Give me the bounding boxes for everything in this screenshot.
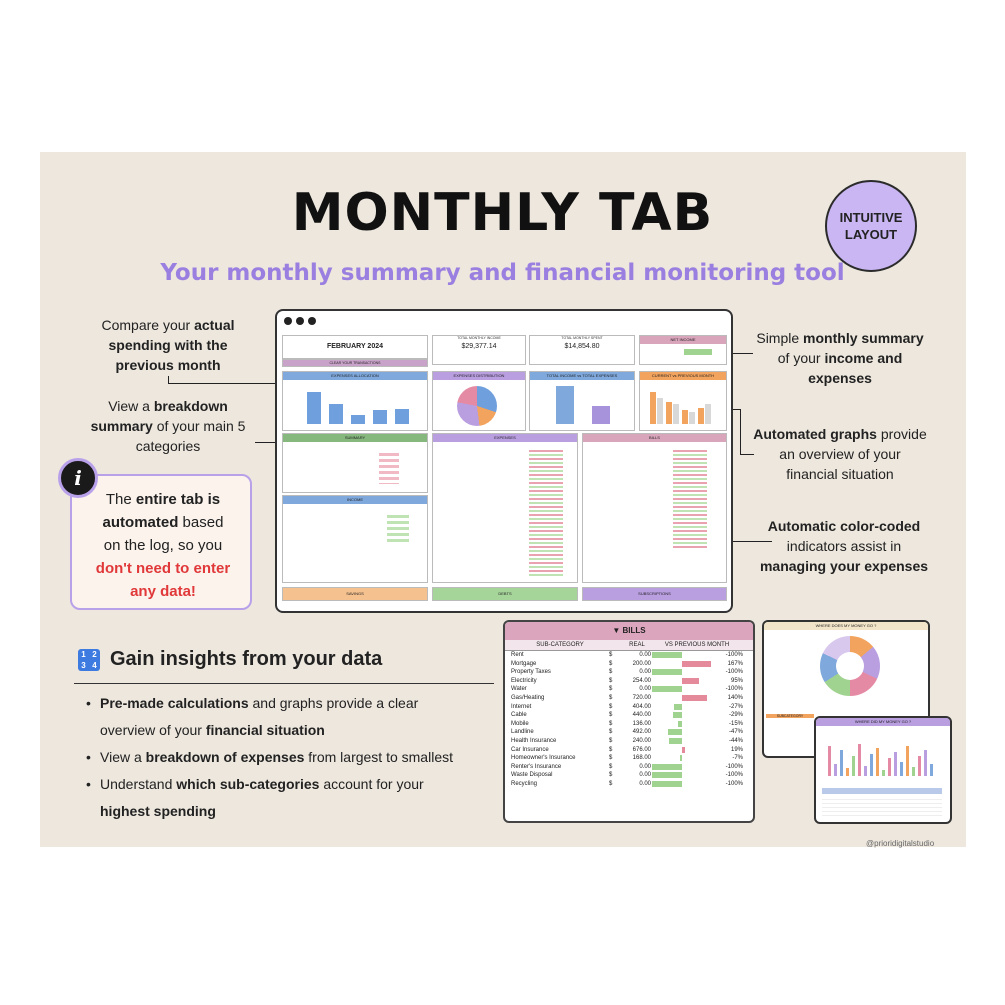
row-bar-cell: [651, 651, 713, 660]
increase-bar: [682, 695, 707, 701]
callout-bold: breakdown: [153, 398, 228, 414]
callout-bold: managing your expenses: [759, 558, 929, 574]
row-currency: $: [609, 772, 613, 779]
mini-bar: [834, 764, 837, 776]
callout-bold: expenses: [808, 370, 872, 386]
callout-text: an overview of your: [779, 446, 901, 462]
decrease-bar: [652, 764, 682, 770]
row-bar-cell: [651, 677, 713, 686]
table-row: [505, 720, 753, 729]
decrease-bar: [680, 755, 682, 761]
row-bar-cell: [651, 720, 713, 729]
divider: [74, 683, 494, 684]
bills-column-headers: [505, 640, 753, 651]
increase-bar: [682, 747, 685, 753]
insights-heading-text: Gain insights from your data: [110, 648, 383, 670]
decrease-bar: [652, 781, 682, 787]
row-name: Mortgage: [511, 660, 537, 667]
row-pct: 140%: [727, 694, 743, 701]
decrease-bar: [652, 669, 682, 675]
row-pct: -100%: [725, 686, 743, 693]
row-pct: -7%: [732, 755, 743, 762]
callout-graphs: [748, 424, 932, 484]
mini-bar: [858, 744, 861, 776]
table-row: [505, 677, 753, 686]
callout-summary: [752, 328, 928, 388]
mini-bar: [876, 748, 879, 776]
clear-transactions-button[interactable]: [282, 359, 428, 367]
callout-text: financial situation: [786, 466, 894, 482]
info-text-part: based: [178, 514, 224, 531]
row-real: 136.00: [632, 720, 651, 727]
row-name: Waste Disposal: [511, 772, 553, 779]
chart-title: EXPENSES DISTRIBUTION: [433, 372, 525, 380]
mini-bar: [924, 750, 927, 776]
clear-label: CLEAR YOUR TRANSACTIONS: [329, 361, 381, 365]
mini-bar: [846, 768, 849, 776]
chart-title: EXPENSES ALLOCATION: [283, 372, 427, 380]
list-item: • Pre-made calculations and graphs provide a clear: [86, 690, 506, 717]
expenses-total-value: $14,854.80: [564, 343, 600, 350]
table-row: [505, 780, 753, 789]
col-subcategory: SUB-CATEGORY: [536, 642, 584, 648]
mini-bar: [912, 767, 915, 776]
mini-bars: [828, 740, 940, 776]
insights-list: [86, 690, 506, 825]
row-real: 0.00: [639, 652, 651, 658]
decrease-bar: [674, 704, 682, 710]
row-real: 0.00: [639, 686, 651, 693]
row-currency: $: [609, 703, 613, 710]
table-row: [505, 668, 753, 677]
tab-label: SUBSCRIPTIONS: [638, 591, 671, 596]
table-title: INCOME: [283, 496, 427, 504]
row-bar-cell: [651, 737, 713, 746]
table-row: [505, 737, 753, 746]
list-item: • Understand which sub-categories account for your: [86, 771, 506, 798]
mini-bar: [906, 746, 909, 776]
row-currency: $: [609, 660, 613, 667]
expenses-table: [432, 433, 578, 583]
tab-label: SAVINGS: [346, 591, 364, 596]
mini-bar: [900, 762, 903, 776]
row-bar-cell: [651, 660, 713, 669]
net-income-label: NET INCOME: [640, 336, 726, 344]
callout-text: of your: [777, 350, 825, 366]
callout-bold: spending with the: [108, 337, 228, 353]
window-dots: [284, 317, 316, 325]
mini-bar: [918, 756, 921, 776]
subscriptions-tab[interactable]: [582, 587, 727, 601]
expenses-total-panel: [529, 335, 635, 365]
row-currency: $: [609, 677, 613, 684]
bills-table-mini: [582, 433, 727, 583]
row-pct: -29%: [728, 712, 743, 719]
row-currency: $: [609, 780, 613, 787]
chart-title: TOTAL INCOME vs TOTAL EXPENSES: [530, 372, 634, 380]
callout-bold: actual: [194, 317, 235, 333]
row-name: Homeowner's Insurance: [511, 755, 576, 762]
table-title: BILLS: [583, 434, 726, 442]
callout-text: Simple: [756, 330, 804, 346]
row-currency: $: [609, 737, 613, 744]
row-name: Gas/Heating: [511, 694, 545, 701]
row-pct: -27%: [728, 703, 743, 710]
row-real: 404.00: [632, 703, 651, 710]
income-vs-expenses-chart: [529, 371, 635, 431]
row-currency: $: [609, 755, 613, 762]
expenses-total-label: TOTAL MONTHLY SPENT: [561, 336, 603, 340]
row-pct: -44%: [728, 737, 743, 744]
connector-line: [740, 454, 754, 455]
callout-bold: summary: [90, 418, 153, 434]
increase-bar: [682, 678, 699, 684]
row-pct: 167%: [727, 660, 743, 667]
list-item-continued: overview of your financial situation: [100, 722, 325, 738]
row-real: 720.00: [632, 694, 651, 701]
mini-bar: [852, 756, 855, 776]
row-real: 240.00: [632, 737, 651, 744]
callout-text: provide: [876, 426, 927, 442]
row-pct: 19%: [730, 746, 743, 753]
mini-bar: [840, 750, 843, 776]
row-name: Rent: [511, 652, 524, 658]
row-name: Health Insurance: [511, 737, 557, 744]
bills-header: ▼ BILLS: [505, 622, 753, 640]
mini-bar: [882, 770, 885, 776]
row-real: 440.00: [632, 712, 651, 719]
row-name: Property Taxes: [511, 669, 551, 676]
table-row: [505, 763, 753, 772]
list-item: • View a breakdown of expenses from largest to smallest: [86, 744, 506, 771]
current-vs-previous-chart: [639, 371, 727, 431]
decrease-bar: [652, 652, 682, 658]
row-bar-cell: [651, 685, 713, 694]
bills-rows: [505, 651, 753, 789]
row-bar-cell: [651, 754, 713, 763]
row-bar-cell: [651, 703, 713, 712]
info-text: [88, 488, 238, 603]
page-title: MONTHLY TAB: [291, 183, 714, 243]
table-row: [505, 754, 753, 763]
expenses-distribution-chart: [432, 371, 526, 431]
callout-bold: income and: [824, 350, 903, 366]
callout-text: indicators assist in: [786, 538, 902, 554]
row-pct: 95%: [730, 677, 743, 684]
row-real: 0.00: [639, 780, 651, 787]
decrease-bar: [652, 686, 682, 692]
row-real: 254.00: [632, 677, 651, 684]
mini-bar: [828, 746, 831, 776]
table-row: [505, 703, 753, 712]
row-name: Renter's Insurance: [511, 763, 562, 770]
savings-tab[interactable]: [282, 587, 428, 601]
list-item-continued: highest spending: [100, 803, 216, 819]
expenses-allocation-chart: [282, 371, 428, 431]
table-row: [505, 711, 753, 720]
connector-line: [740, 409, 741, 454]
row-real: 492.00: [632, 729, 651, 736]
mini-bar: [870, 754, 873, 776]
callout-text: of your main 5: [152, 418, 246, 434]
table-title: EXPENSES: [433, 434, 577, 442]
debts-tab[interactable]: [432, 587, 578, 601]
row-name: Water: [511, 686, 527, 693]
row-currency: $: [609, 763, 613, 770]
row-currency: $: [609, 686, 613, 693]
row-bar-cell: [651, 763, 713, 772]
row-real: 0.00: [639, 772, 651, 779]
mini-bar: [930, 764, 933, 776]
table-title: SUMMARY: [283, 434, 427, 442]
row-currency: $: [609, 729, 613, 736]
income-total-label: TOTAL MONTHLY INCOME: [457, 336, 501, 340]
info-icon: i: [58, 458, 98, 498]
row-bar-cell: [651, 694, 713, 703]
table-row: [505, 660, 753, 669]
row-name: Landline: [511, 729, 534, 736]
month-panel: [282, 335, 428, 359]
row-currency: $: [609, 746, 613, 753]
row-bar-cell: [651, 780, 713, 789]
info-bold: automated: [102, 514, 179, 531]
row-pct: -100%: [725, 669, 743, 676]
intuitive-layout-badge: [825, 180, 917, 272]
decrease-bar: [673, 712, 682, 718]
row-pct: -47%: [728, 729, 743, 736]
bar-chart-screenshot: [814, 716, 952, 824]
row-real: 676.00: [632, 746, 651, 753]
row-currency: $: [609, 720, 613, 727]
watermark-handle: @prioridigitalstudio: [866, 839, 935, 848]
automation-info-box: [70, 474, 252, 610]
badge-line-2: LAYOUT: [844, 227, 898, 242]
col-vs-previous: VS PREVIOUS MONTH: [664, 642, 730, 648]
row-name: Cable: [511, 712, 527, 719]
income-total-panel: [432, 335, 526, 365]
donut-title: WHERE DOES MY MONEY GO ?: [764, 622, 928, 630]
income-total-value: $29,377.14: [461, 343, 497, 350]
row-pct: -100%: [725, 780, 743, 787]
summary-table: [282, 433, 428, 493]
dashboard-screenshot: [275, 309, 733, 613]
row-real: 200.00: [632, 660, 651, 667]
row-pct: -15%: [728, 720, 743, 727]
decrease-bar: [652, 772, 682, 778]
decrease-bar: [678, 721, 683, 727]
subcategory-title: SUBCATEGORY: [766, 714, 814, 718]
callout-text: View a: [108, 398, 154, 414]
col-real: REAL: [629, 642, 645, 648]
info-text-part: on the log, so you: [103, 537, 223, 554]
info-red: any data!: [130, 583, 196, 600]
callout-bold: Automatic color-coded: [767, 518, 921, 534]
row-real: 0.00: [639, 669, 651, 676]
table-row: [505, 771, 753, 780]
row-bar-cell: [651, 668, 713, 677]
table-row: [505, 728, 753, 737]
callout-color-coded: [756, 516, 932, 576]
row-name: Internet: [511, 703, 532, 710]
info-bold: entire tab is: [135, 491, 221, 508]
badge-line-1: INTUITIVE: [839, 210, 903, 225]
callout-bold: previous month: [115, 357, 221, 373]
row-currency: $: [609, 669, 613, 676]
row-real: 0.00: [639, 763, 651, 770]
row-name: Mobile: [511, 720, 529, 727]
callout-compare: [88, 315, 248, 375]
row-pct: -100%: [725, 772, 743, 779]
chart-title: CURRENT vs PREVIOUS MONTH: [640, 372, 726, 380]
tab-label: DEBTS: [498, 591, 512, 596]
callout-text: categories: [135, 438, 201, 454]
row-name: Recycling: [511, 780, 538, 787]
numbers-icon: 1 2 3 4: [78, 649, 100, 671]
row-currency: $: [609, 652, 613, 658]
callout-bold: monthly summary: [803, 330, 924, 346]
table-row: [505, 685, 753, 694]
callout-bold: Automated graphs: [753, 426, 877, 442]
info-text-part: The: [105, 491, 136, 508]
mini-bar: [894, 752, 897, 776]
increase-bar: [682, 661, 711, 667]
month-label: FEBRUARY 2024: [326, 343, 384, 350]
row-name: Electricity: [511, 677, 537, 684]
page-subtitle: Your monthly summary and financial monitoring tool: [160, 260, 845, 286]
row-currency: $: [609, 694, 613, 701]
info-red: don't need to enter: [95, 560, 231, 577]
row-bar-cell: [651, 771, 713, 780]
callout-text: Compare your: [101, 317, 195, 333]
decrease-bar: [669, 738, 682, 744]
row-pct: -100%: [725, 652, 743, 658]
table-row: [505, 746, 753, 755]
table-row: [505, 694, 753, 703]
row-real: 168.00: [632, 755, 651, 762]
row-pct: -100%: [725, 763, 743, 770]
bills-table: [503, 620, 755, 823]
row-currency: $: [609, 712, 613, 719]
row-bar-cell: [651, 728, 713, 737]
net-income-panel: [639, 335, 727, 365]
mini-bar: [888, 758, 891, 776]
table-row: [505, 651, 753, 660]
row-bar-cell: [651, 711, 713, 720]
income-table: [282, 495, 428, 583]
insights-heading: [78, 648, 382, 671]
callout-breakdown: [84, 396, 252, 456]
mini-bar: [864, 766, 867, 776]
row-bar-cell: [651, 746, 713, 755]
bars-title: WHERE DID MY MONEY GO ?: [816, 718, 950, 726]
decrease-bar: [668, 729, 682, 735]
row-name: Car Insurance: [511, 746, 549, 753]
